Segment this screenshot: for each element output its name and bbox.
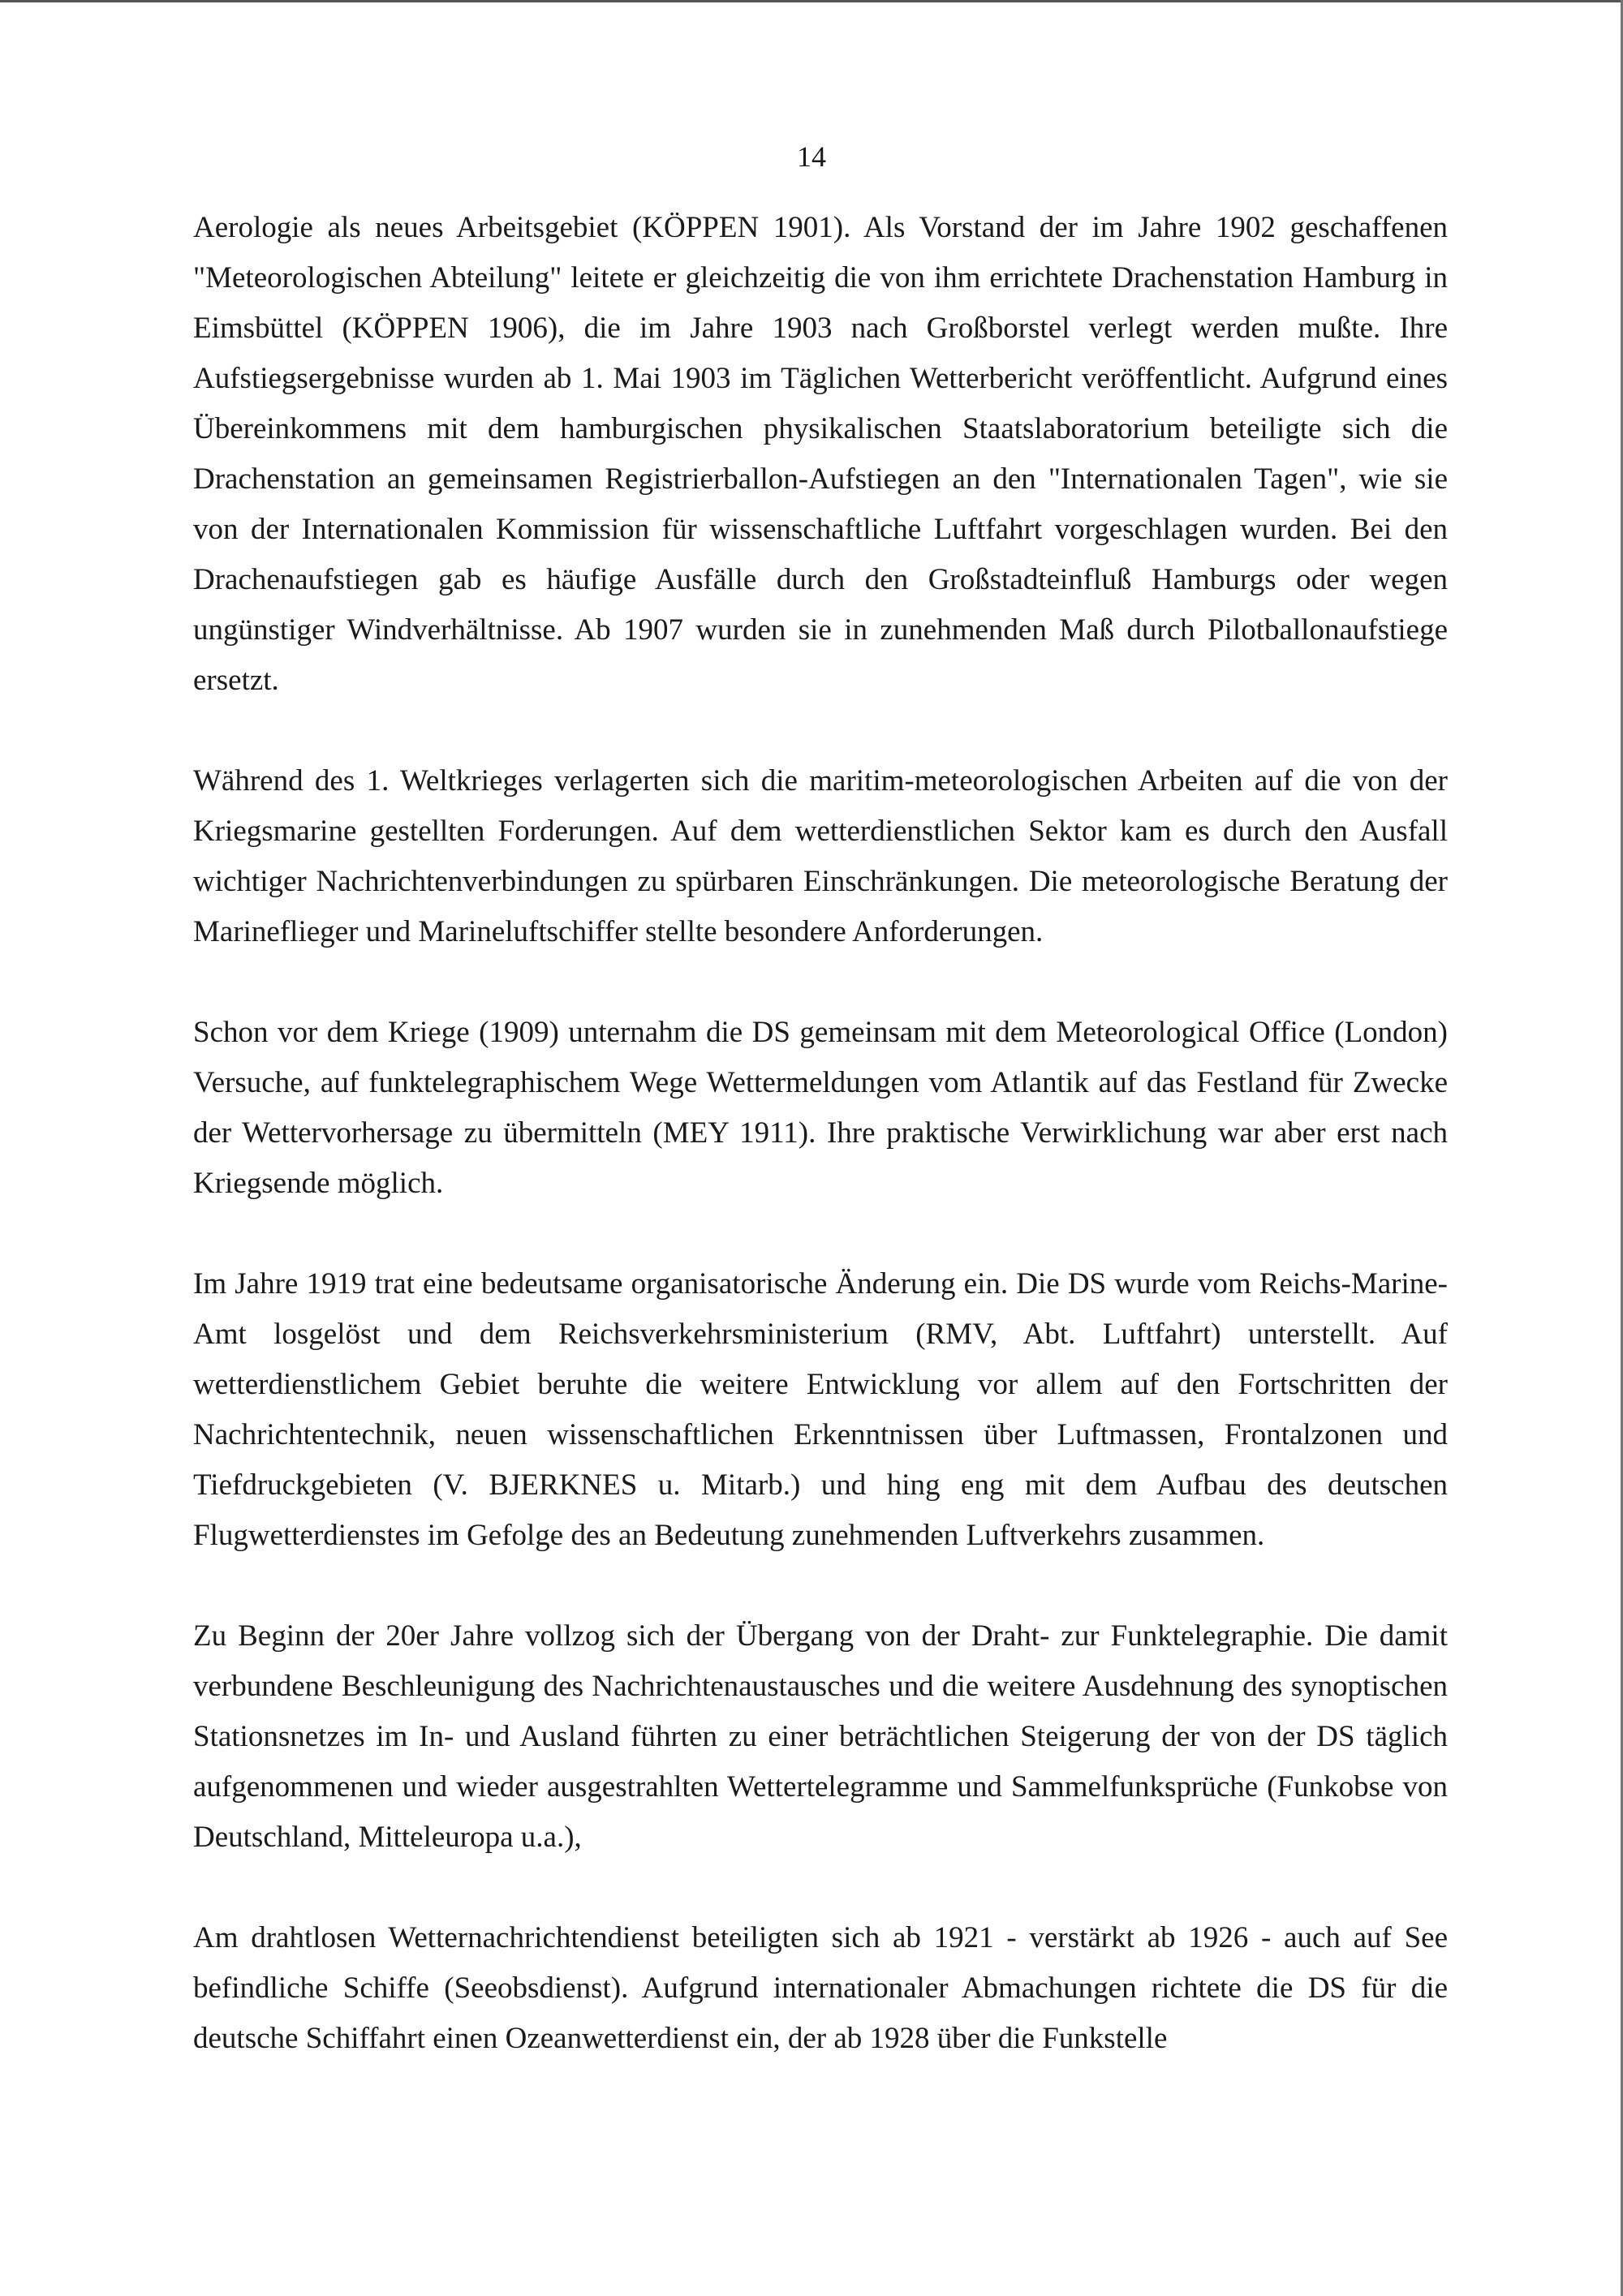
paragraph-20er-jahre: Zu Beginn der 20er Jahre vollzog sich der Übergang von der Draht- zur Funktelegraphie. Die damit verbundene Beschleunigung des Nachrichtenaustausches und die weitere Ausdehnung des synoptischen Stationsnetzes im In- und Ausland führten zu einer beträchtlichen Steigerung der von der DS täglich aufgenommenen und wieder ausgestrahlten Wettertelegramme und Sammelfunksprüche (Funkobse von Deutschland, Mitteleuropa u.a.), [193,1619,1448,1854]
paragraph-aerologie: Aerologie als neues Arbeitsgebiet (KÖPPEN 1901). Als Vorstand der im Jahre 1902 geschaffenen "Meteorologischen Abteilung" leitete er gleichzeitig die von ihm errichtete Drachenstation Hamburg in Eimsbüttel (KÖPPEN 1906), die im Jahre 1903 nach Großborstel verlegt werden mußte. Ihre Aufstiegsergebnisse wurden ab 1. Mai 1903 im Täglichen Wetterbericht veröffentlicht. Aufgrund eines Übereinkommens mit dem hamburgischen physikalischen Staatslaboratorium beteiligte sich die Drachenstation an gemeinsamen Registrierballon-Aufstiegen an den "Internationalen Tagen", wie sie von der Internationalen Kommission für wissenschaftliche Luftfahrt vorgeschlagen wurden. Bei den Drachenaufstiegen gab es häufige Ausfälle durch den Großstadteinfluß Hamburgs oder wegen ungünstiger Windverhältnisse. Ab 1907 wurden sie in zunehmenden Maß durch Pilotballonaufstiege ersetzt. [193,211,1448,697]
paragraph-organisation-1919: Im Jahre 1919 trat eine bedeutsame organisatorische Änderung ein. Die DS wurde vom Reichs-Marine-Amt losgelöst und dem Reichsverkehrsministerium (RMV, Abt. Luftfahrt) unterstellt. Auf wetterdienstlichem Gebiet beruhte die weitere Entwicklung vor allem auf den Fortschritten der Nachrichtentechnik, neuen wissenschaftlichen Erkenntnissen über Luftmassen, Frontalzonen und Tiefdruckgebieten (V. BJERKNES u. Mitarb.) und hing eng mit dem Aufbau des deutschen Flugwetterdienstes im Gefolge des an Bedeutung zunehmenden Luftverkehrs zusammen. [193,1267,1448,1552]
page-number: 14 [797,140,826,173]
paragraph-weltkrieg: Während des 1. Weltkrieges verlagerten sich die maritim-meteorologischen Arbeiten auf die von der Kriegsmarine gestellten Forderungen. Auf dem wetterdienstlichen Sektor kam es durch den Ausfall wichtiger Nachrichtenverbindungen zu spürbaren Einschränkungen. Die meteorologische Beratung der Marineflieger und Marineluftschiffer stellte besondere Anforderungen. [193,764,1448,948]
body-text [193,203,1448,2064]
paragraph-seeobsdienst: Am drahtlosen Wetternachrichtendienst beteiligten sich ab 1921 - verstärkt ab 1926 - auch auf See befindliche Schiffe (Seeobsdienst). Aufgrund internationaler Abmachungen richtete die DS für die deutsche Schiffahrt einen Ozeanwetterdienst ein, der ab 1928 über die Funkstelle [193,1921,1448,2055]
paragraph-funktelegraphie-versuche: Schon vor dem Kriege (1909) unternahm die DS gemeinsam mit dem Meteorological Office (London) Versuche, auf funktelegraphischem Wege Wettermeldungen vom Atlantik auf das Festland für Zwecke der Wettervorhersage zu übermitteln (MEY 1911). Ihre praktische Verwirklichung war aber erst nach Kriegsende möglich. [193,1016,1448,1200]
scan-edge-top [0,0,1623,2]
